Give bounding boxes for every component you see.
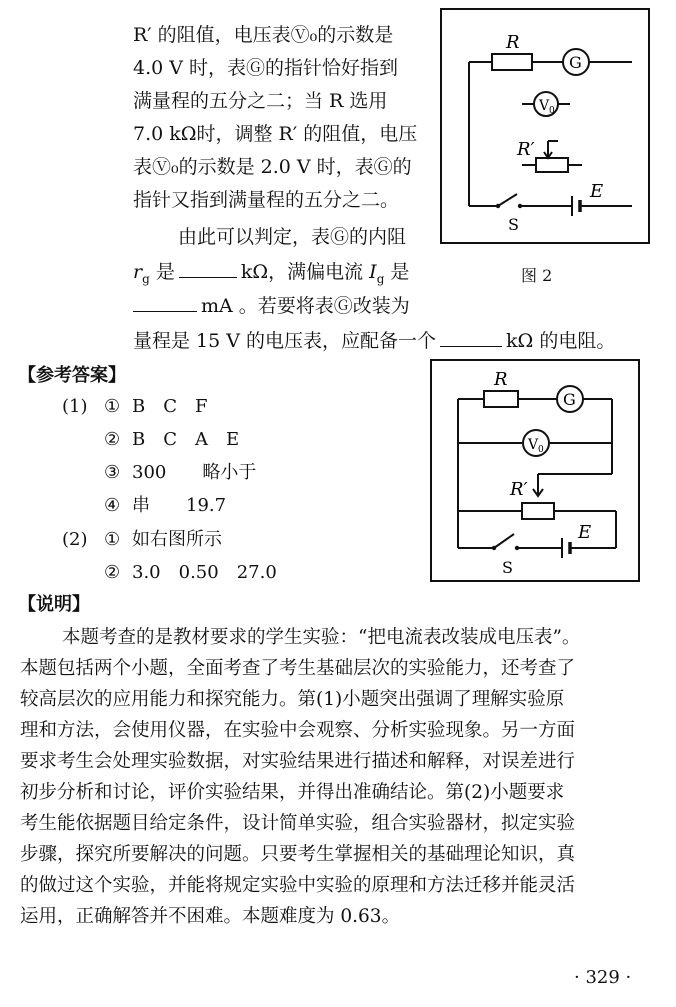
answer-label-rprime: R′ [510, 479, 528, 500]
resistor-r-icon [492, 54, 532, 70]
answer-row-text: 串 19.7 [132, 495, 227, 516]
rg-label: 是 [155, 261, 175, 283]
answer-row-marker: ④ [104, 495, 121, 516]
label-rprime: R′ [517, 139, 535, 160]
ig-symbol: I [369, 261, 377, 283]
explain-line: 理和方法，会使用仪器，在实验中会观察、分析实验现象。另一方面 [20, 720, 576, 741]
rg-symbol: r [133, 261, 143, 283]
answer-label-v0-sub: 0 [538, 445, 544, 455]
answer-row-text: 如右图所示 [132, 529, 222, 550]
answer-label-r: R [494, 369, 508, 390]
question-line-7: 由此可以判定，表Ⓖ的内阻 [178, 226, 407, 248]
explain-line: 初步分析和讨论，评价实验结果，并得出准确结论。第(2)小题要求 [20, 782, 565, 803]
explain-line: 要求考生会处理实验数据，对实验结果进行描述和解释，对误差进行 [20, 751, 576, 772]
answer-row-marker: ③ [104, 462, 121, 483]
ig-subscript: g [376, 271, 385, 286]
answer-row [62, 394, 208, 420]
figure-caption: 图 2 [521, 266, 553, 285]
circuit-diagram-1 [442, 10, 648, 242]
answer-row [62, 560, 277, 586]
answer-row-marker: ① [104, 396, 121, 417]
answer-rheostat-icon [522, 503, 554, 519]
label-s: S [508, 215, 519, 234]
answer-row [62, 460, 256, 486]
switch-icon [498, 194, 517, 206]
answer-row-marker: ② [104, 562, 121, 583]
answer-row-text: B C F [132, 396, 208, 417]
answer-row-marker: ② [104, 429, 121, 450]
question-line-1: R′ 的阻值，电压表Ⓥ₀的示数是 [133, 24, 394, 46]
answer-row [62, 427, 239, 453]
answer-label-v0: V [528, 437, 539, 453]
answer-blank-rg[interactable] [179, 259, 237, 278]
answer-label-s: S [502, 558, 513, 577]
answer-label-g: G [563, 390, 576, 409]
explain-line: 运用，正确解答并不困难。本题难度为 0.63。 [20, 906, 401, 927]
rg-unit: kΩ，满偏电流 [240, 261, 364, 283]
question-line-2: 4.0 V 时，表Ⓖ的指针恰好指到 [133, 57, 399, 79]
label-v0-sub: 0 [549, 106, 555, 116]
answer-heading: 【参考答案】 [18, 365, 126, 386]
label-e: E [590, 181, 604, 202]
explain-line: 步骤，探究所要解决的问题。只要考生掌握相关的基础理论知识，真 [20, 844, 576, 865]
answer-resistor-r-icon [484, 391, 518, 407]
label-v0: V [539, 98, 550, 114]
answer-label-e: E [578, 522, 592, 543]
ig-label: 是 [390, 261, 410, 283]
answer-blank-ig[interactable] [133, 293, 197, 312]
question-line-5: 表Ⓥ₀的示数是 2.0 V 时，表Ⓖ的 [133, 156, 412, 178]
question-line-9 [133, 293, 410, 319]
explain-line: 较高层次的应用能力和探究能力。第(1)小题突出强调了理解实验原 [20, 689, 565, 710]
question-line-4: 7.0 kΩ时，调整 R′ 的阻值，电压 [133, 123, 418, 145]
question-line-3: 满量程的五分之二；当 R 选用 [133, 90, 388, 112]
rg-subscript: g [142, 271, 150, 286]
question-line-8 [133, 259, 409, 292]
circuit-diagram-2 [432, 361, 638, 580]
explain-heading: 【说明】 [18, 594, 90, 615]
answer-row-number: (1) [62, 396, 88, 417]
rheostat-icon [536, 158, 568, 172]
answer-row-marker: ① [104, 529, 121, 550]
explain-line: 的做过这个实验，并能将规定实验中实验的原理和方法迁移并能灵活 [20, 875, 576, 896]
resistor-unit-text: kΩ 的电阻。 [506, 330, 616, 352]
page-number: · 329 · [574, 967, 632, 988]
ig-unit-text: mA 。若要将表Ⓖ改装为 [201, 295, 410, 317]
answer-row-number: (2) [62, 529, 88, 550]
question-line-6: 指针又指到满量程的五分之二。 [133, 189, 400, 211]
answer-row [62, 527, 222, 553]
figure-2-box [440, 8, 650, 244]
answer-row-text: 300 略小于 [132, 462, 257, 483]
label-r: R [506, 32, 520, 53]
answer-switch-icon [494, 534, 514, 548]
answer-row [62, 493, 226, 519]
answer-row-text: 3.0 0.50 27.0 [132, 562, 277, 583]
answer-row-text: B C A E [132, 429, 240, 450]
explain-line: 本题考查的是教材要求的学生实验：“把电流表改装成电压表”。 [62, 627, 581, 648]
question-line-10 [133, 328, 615, 354]
label-g: G [569, 53, 582, 72]
resistor-question-text: 量程是 15 V 的电压表，应配备一个 [133, 330, 437, 352]
explain-line: 本题包括两个小题，全面考查了考生基础层次的实验能力，还考查了 [20, 658, 576, 679]
answer-blank-resistor[interactable] [440, 328, 502, 347]
explain-line: 考生能依据题目给定条件，设计简单实验，组合实验器材，拟定实验 [20, 813, 576, 834]
answer-figure-box [430, 359, 640, 582]
